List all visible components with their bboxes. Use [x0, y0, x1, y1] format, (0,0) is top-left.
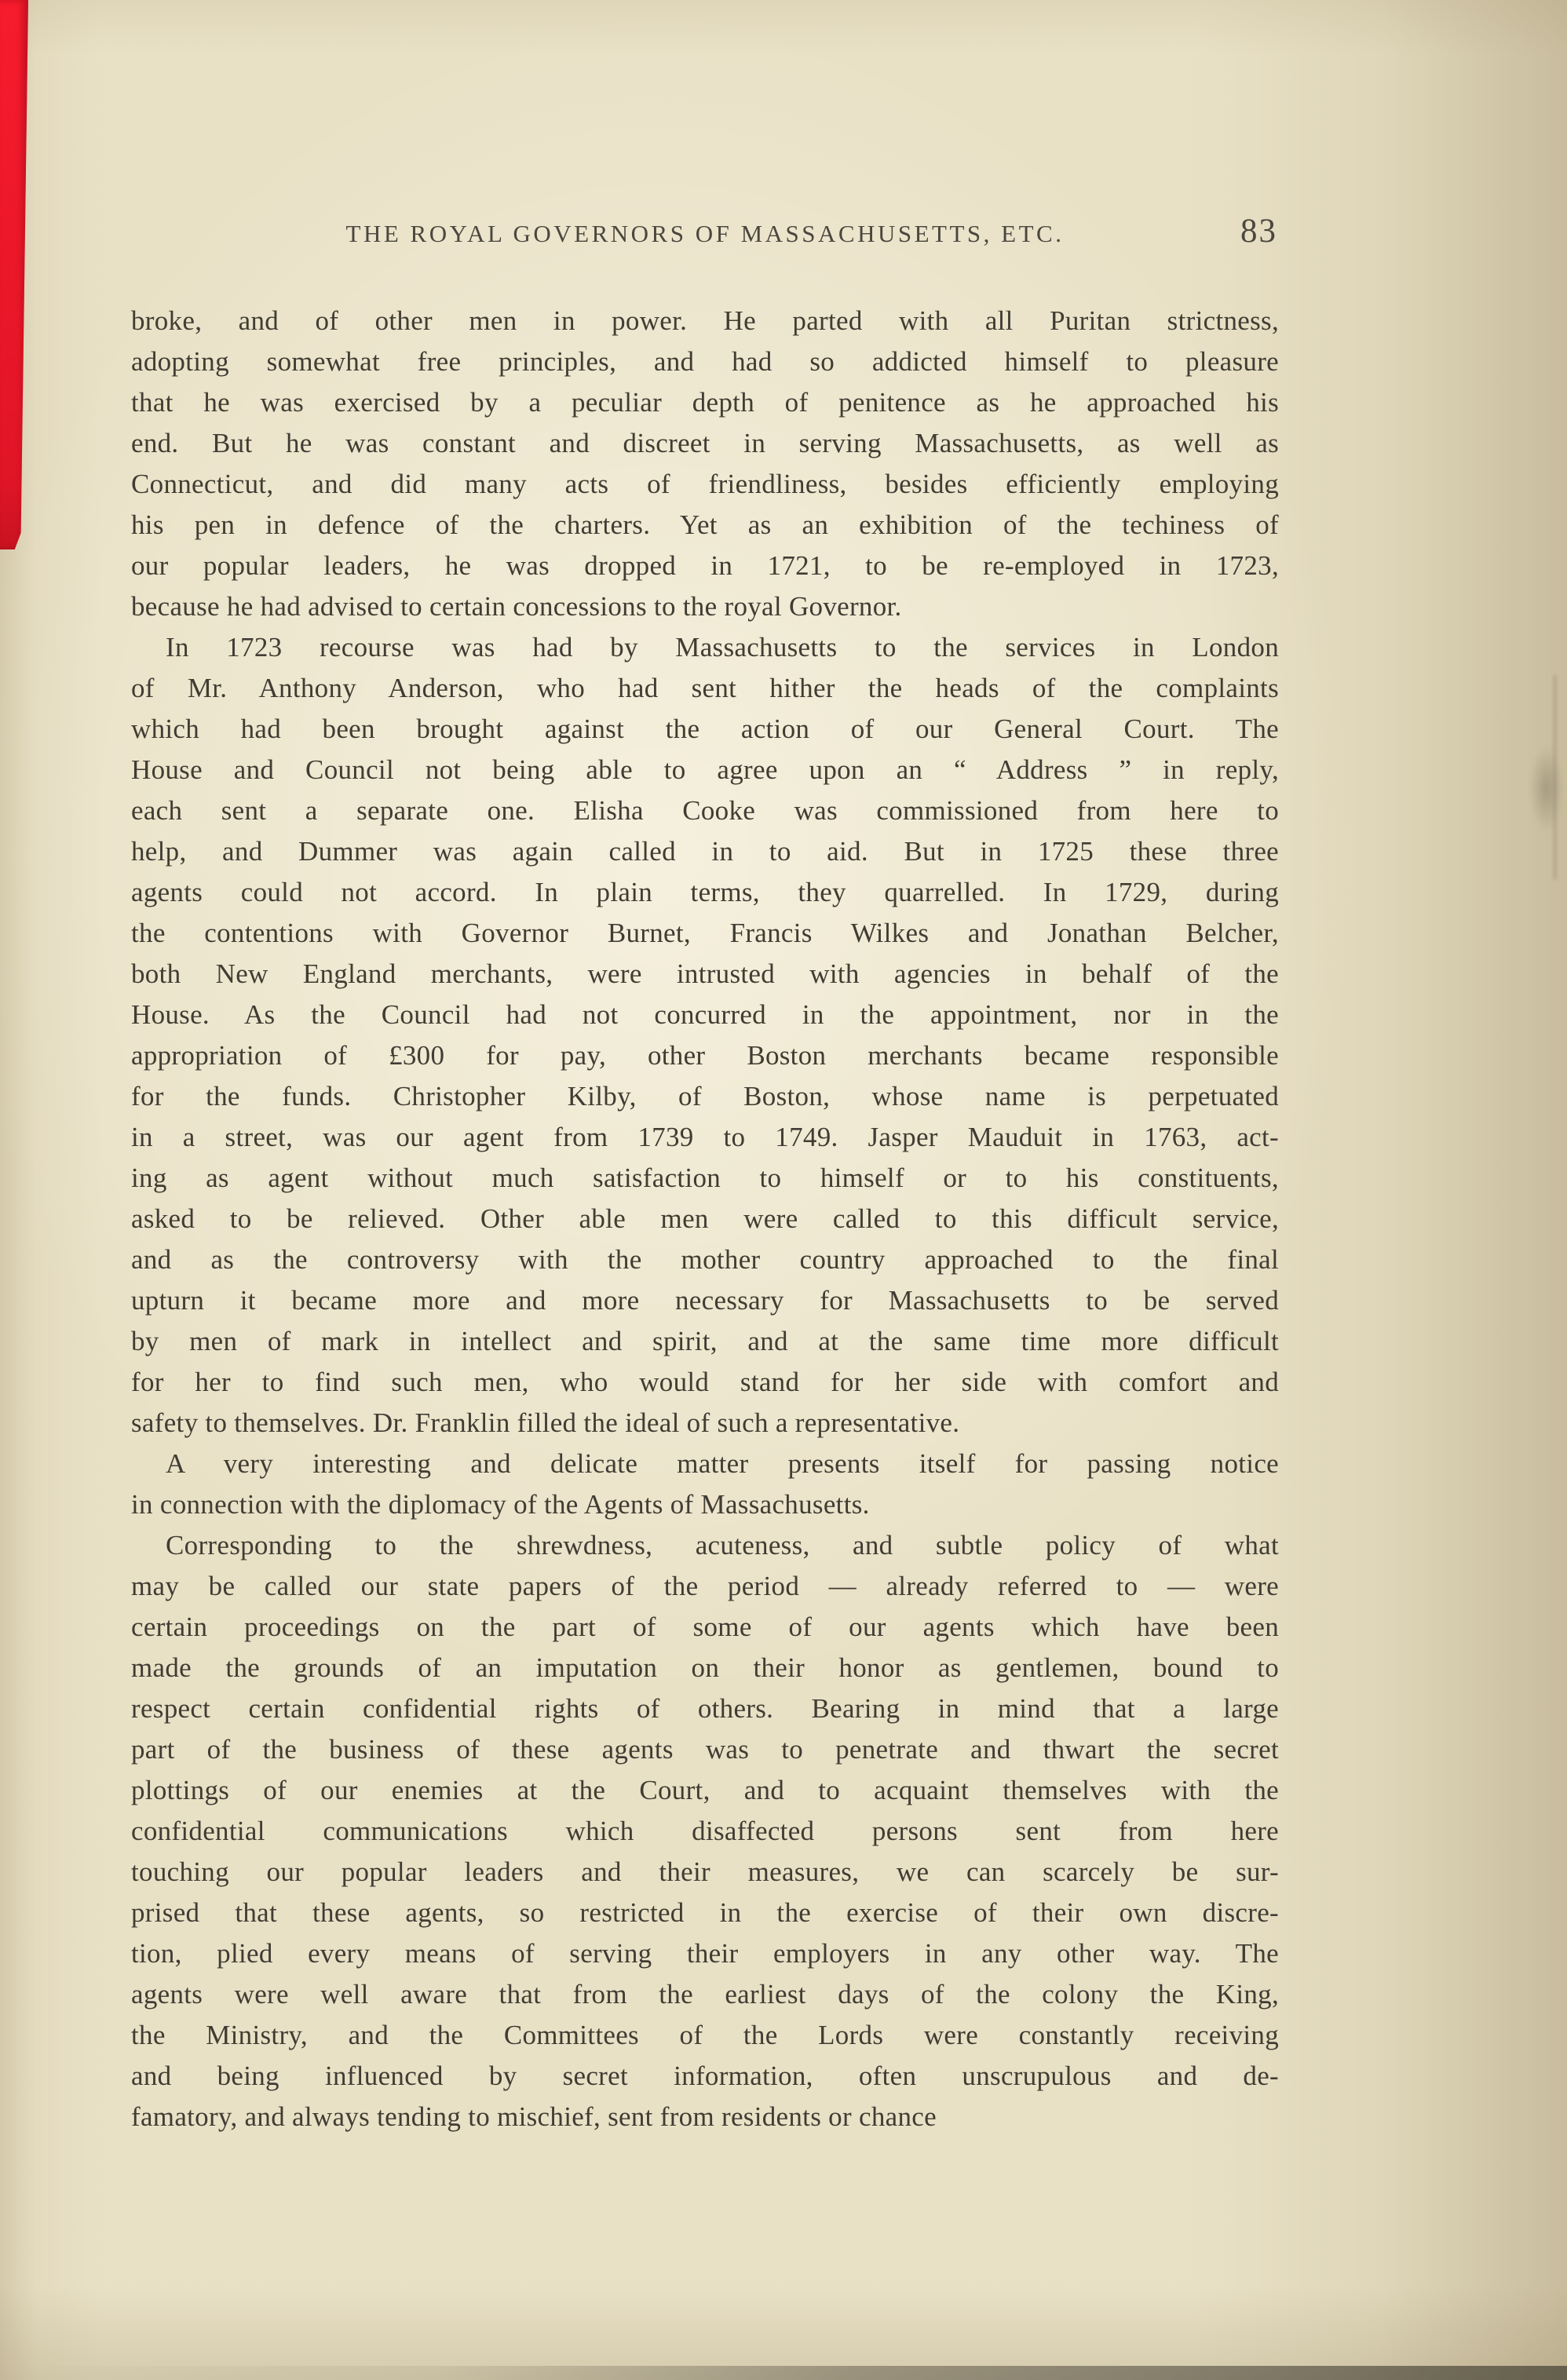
- text-line: plottings of our enemies at the Court, and to acquaint themselves with the: [131, 1775, 1279, 1805]
- text-line: the Ministry, and the Committees of the Lords were constantly receiving: [131, 2020, 1279, 2050]
- text-line: that he was exercised by a peculiar depth of penitence as he approached his: [131, 387, 1279, 418]
- text-line: appropriation of £300 for pay, other Boston merchants became responsible: [131, 1040, 1279, 1071]
- text-line: our popular leaders, he was dropped in 1721, to be re-employed in 1723,: [131, 550, 1279, 581]
- text-line: and being influenced by secret information, often unscrupulous and de-: [131, 2061, 1279, 2091]
- text-line: end. But he was constant and discreet in serving Massachusetts, as well as: [131, 428, 1279, 458]
- text-line: in connection with the diplomacy of the Agents of Massachusetts.: [131, 1489, 870, 1520]
- text-line: in a street, was our agent from 1739 to 1749. Jasper Mauduit in 1763, act-: [131, 1122, 1279, 1152]
- text-line: prised that these agents, so restricted in the exercise of their own discre-: [131, 1897, 1279, 1928]
- text-line: of Mr. Anthony Anderson, who had sent hither the heads of the complaints: [131, 673, 1279, 703]
- text-line: adopting somewhat free principles, and had so addicted himself to pleasure: [131, 346, 1279, 377]
- text-line: agents were well aware that from the earliest days of the colony the King,: [131, 1979, 1279, 2009]
- text-line: which had been brought against the action of our General Court. The: [131, 714, 1279, 744]
- text-line: safety to themselves. Dr. Franklin filled the ideal of such a representative.: [131, 1407, 960, 1438]
- text-line: broke, and of other men in power. He parted with all Puritan strictness,: [131, 305, 1279, 336]
- text-line: confidential communications which disaffected persons sent from here: [131, 1816, 1279, 1846]
- text-line: for the funds. Christopher Kilby, of Boston, whose name is perpetuated: [131, 1081, 1279, 1112]
- text-line: certain proceedings on the part of some of our agents which have been: [131, 1612, 1279, 1642]
- page-header: [131, 214, 1279, 268]
- text-line: by men of mark in intellect and spirit, and at the same time more difficult: [131, 1326, 1279, 1356]
- body-text: [131, 301, 1279, 2137]
- running-title: THE ROYAL GOVERNORS OF MASSACHUSETTS, ETC.: [345, 220, 1065, 247]
- text-line: tion, plied every means of serving their employers in any other way. The: [131, 1938, 1279, 1969]
- text-line: Corresponding to the shrewdness, acuteness, and subtle policy of what: [166, 1530, 1279, 1561]
- paragraph: [131, 1525, 1279, 2137]
- text-line: because he had advised to certain concessions to the royal Governor.: [131, 591, 902, 622]
- text-line: his pen in defence of the charters. Yet as an exhibition of the techiness of: [131, 509, 1279, 540]
- bottom-page-edge-shadow: [0, 2366, 1567, 2380]
- text-line: In 1723 recourse was had by Massachusetts to the services in London: [166, 632, 1279, 663]
- text-line: ing as agent without much satisfaction to himself or to his constituents,: [131, 1163, 1279, 1193]
- text-line: asked to be relieved. Other able men were called to this difficult service,: [131, 1203, 1279, 1234]
- paper-stain: [1529, 746, 1564, 832]
- text-line: touching our popular leaders and their measures, we can scarcely be sur-: [131, 1856, 1279, 1887]
- text-line: Connecticut, and did many acts of friendliness, besides efficiently employing: [131, 469, 1279, 499]
- text-line: help, and Dummer was again called in to aid. But in 1725 these three: [131, 836, 1279, 867]
- paragraph: [131, 627, 1279, 1444]
- text-line: part of the business of these agents was to penetrate and thwart the secret: [131, 1734, 1279, 1765]
- text-line: each sent a separate one. Elisha Cooke was commissioned from here to: [131, 795, 1279, 826]
- text-line: agents could not accord. In plain terms, they quarrelled. In 1729, during: [131, 877, 1279, 907]
- page-number: 83: [1240, 213, 1277, 250]
- text-line: upturn it became more and more necessary for Massachusetts to be served: [131, 1285, 1279, 1316]
- text-line: and as the controversy with the mother country approached to the final: [131, 1244, 1279, 1275]
- text-line: made the grounds of an imputation on their honor as gentlemen, bound to: [131, 1652, 1279, 1683]
- text-line: A very interesting and delicate matter presents itself for passing notice: [166, 1448, 1279, 1479]
- text-line: may be called our state papers of the period — already referred to — were: [131, 1571, 1279, 1601]
- paragraph: [131, 301, 1279, 627]
- text-line: the contentions with Governor Burnet, Francis Wilkes and Jonathan Belcher,: [131, 918, 1279, 948]
- text-line: both New England merchants, were intrusted with agencies in behalf of the: [131, 958, 1279, 989]
- text-line: House. As the Council had not concurred in the appointment, nor in the: [131, 999, 1279, 1030]
- binding-edge-red-strip: [0, 0, 28, 549]
- text-line: famatory, and always tending to mischief, sent from residents or chance: [131, 2101, 937, 2132]
- text-line: for her to find such men, who would stand for her side with comfort and: [131, 1367, 1279, 1397]
- paragraph: [131, 1444, 1279, 1525]
- text-line: House and Council not being able to agree upon an “ Address ” in reply,: [131, 754, 1279, 785]
- text-line: respect certain confidential rights of others. Bearing in mind that a large: [131, 1693, 1279, 1724]
